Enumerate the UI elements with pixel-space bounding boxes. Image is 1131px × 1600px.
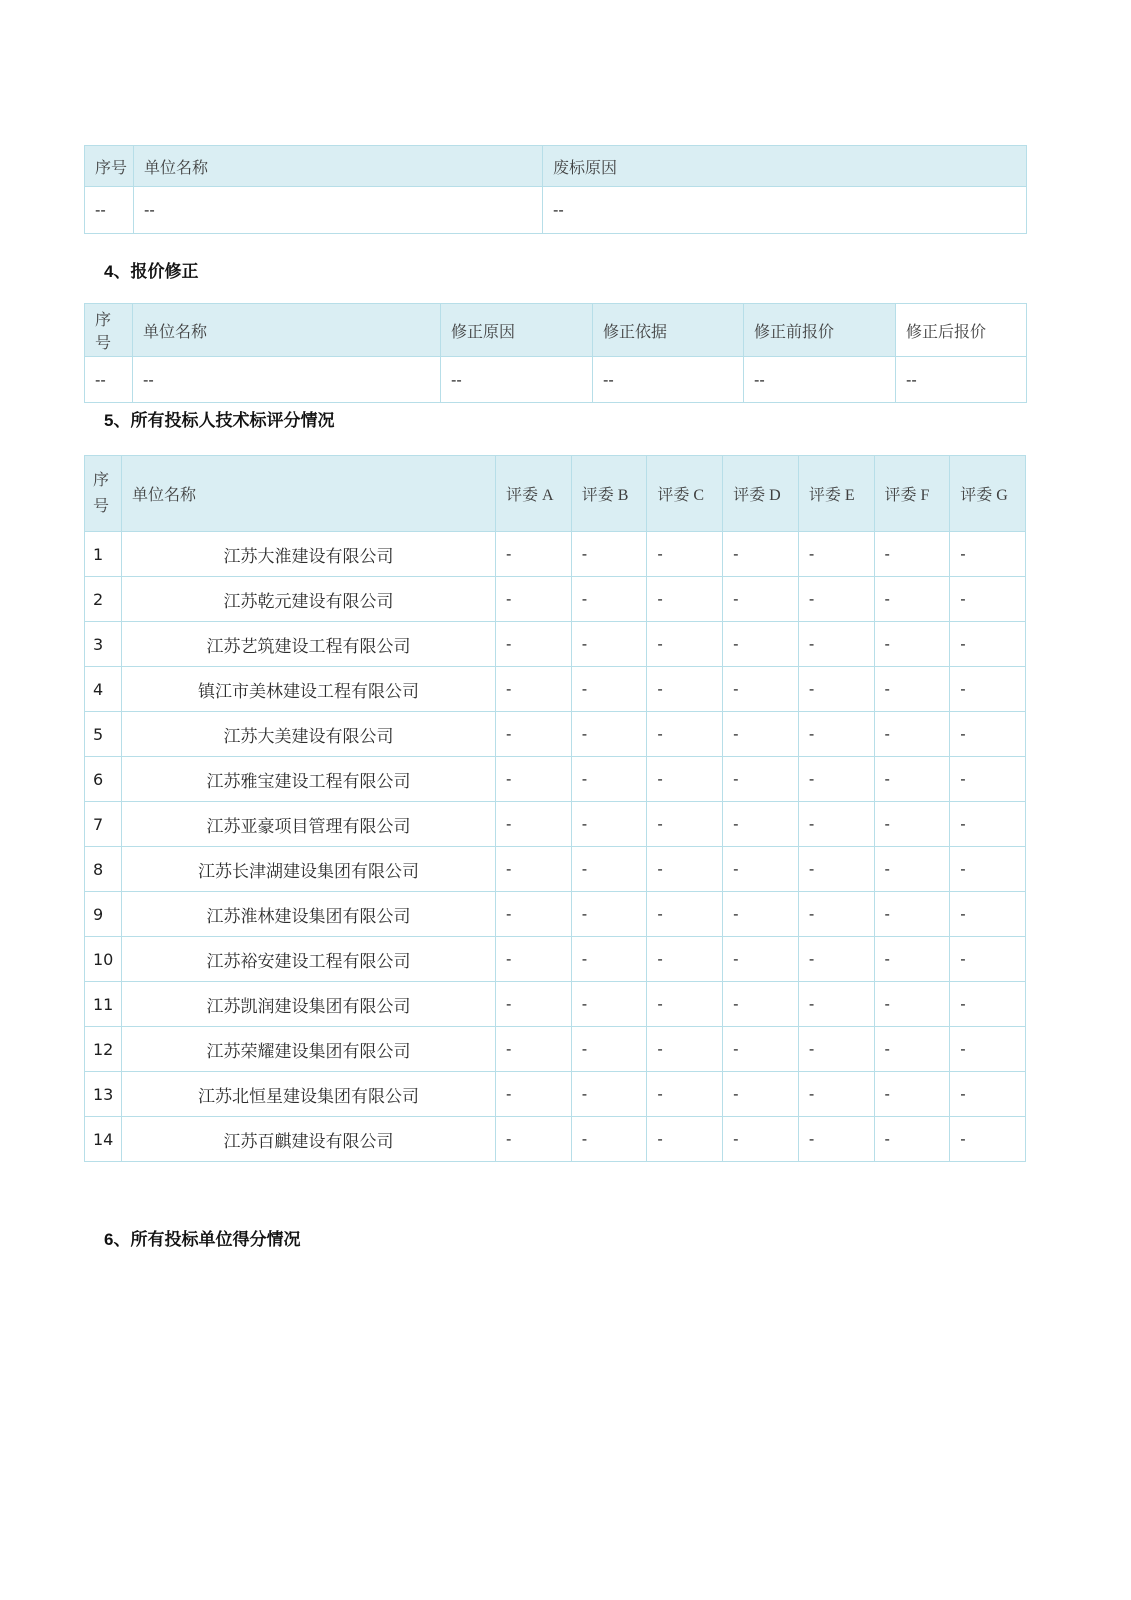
score-cell: - bbox=[798, 1117, 874, 1162]
table-row bbox=[85, 1027, 1026, 1072]
seq-cell: -- bbox=[85, 187, 134, 234]
company-cell: -- bbox=[134, 187, 543, 234]
table-row bbox=[85, 187, 1027, 234]
score-cell: - bbox=[798, 622, 874, 667]
score-cell: - bbox=[874, 1117, 950, 1162]
score-cell: - bbox=[571, 532, 647, 577]
score-cell: - bbox=[496, 892, 572, 937]
company-name-cell: 江苏荣耀建设集团有限公司 bbox=[122, 1027, 496, 1072]
score-cell: - bbox=[723, 802, 799, 847]
score-cell: - bbox=[647, 982, 723, 1027]
score-cell: - bbox=[874, 667, 950, 712]
col-header-price-before: 修正前报价 bbox=[744, 304, 896, 357]
score-cell: - bbox=[571, 802, 647, 847]
company-name-cell: 江苏淮林建设集团有限公司 bbox=[122, 892, 496, 937]
col-header-judge-b: 评委 B bbox=[571, 456, 647, 532]
table-header-row bbox=[85, 146, 1027, 187]
company-name-cell: 江苏乾元建设有限公司 bbox=[122, 577, 496, 622]
score-cell: - bbox=[496, 847, 572, 892]
reason-cell: -- bbox=[543, 187, 1027, 234]
score-cell: - bbox=[571, 757, 647, 802]
col-header-judge-e: 评委 E bbox=[798, 456, 874, 532]
score-cell: - bbox=[950, 622, 1026, 667]
score-cell: - bbox=[496, 802, 572, 847]
company-name-cell: 江苏亚豪项目管理有限公司 bbox=[122, 802, 496, 847]
row-number-cell: 10 bbox=[85, 937, 122, 982]
score-cell: - bbox=[723, 757, 799, 802]
price-before-cell: -- bbox=[744, 357, 896, 403]
score-cell: - bbox=[874, 622, 950, 667]
score-cell: - bbox=[950, 937, 1026, 982]
row-number-cell: 13 bbox=[85, 1072, 122, 1117]
table-row bbox=[85, 1072, 1026, 1117]
col-header-seq: 序号 bbox=[85, 146, 134, 187]
col-header-seq: 序号 bbox=[85, 304, 133, 357]
score-cell: - bbox=[874, 532, 950, 577]
col-header-company: 单位名称 bbox=[122, 456, 496, 532]
table-row bbox=[85, 577, 1026, 622]
row-number-cell: 12 bbox=[85, 1027, 122, 1072]
score-cell: - bbox=[496, 982, 572, 1027]
score-cell: - bbox=[571, 1117, 647, 1162]
table-row bbox=[85, 712, 1026, 757]
score-cell: - bbox=[798, 712, 874, 757]
row-number-cell: 3 bbox=[85, 622, 122, 667]
col-header-seq: 序号 bbox=[85, 456, 122, 532]
score-cell: - bbox=[496, 1117, 572, 1162]
score-cell: - bbox=[723, 937, 799, 982]
score-cell: - bbox=[950, 847, 1026, 892]
company-name-cell: 镇江市美林建设工程有限公司 bbox=[122, 667, 496, 712]
table-row bbox=[85, 847, 1026, 892]
score-cell: - bbox=[496, 1027, 572, 1072]
col-header-reason: 废标原因 bbox=[543, 146, 1027, 187]
score-cell: - bbox=[798, 892, 874, 937]
row-number-cell: 14 bbox=[85, 1117, 122, 1162]
score-cell: - bbox=[798, 802, 874, 847]
company-name-cell: 江苏百麒建设有限公司 bbox=[122, 1117, 496, 1162]
tech-score-table bbox=[84, 455, 1026, 1162]
score-cell: - bbox=[571, 712, 647, 757]
col-header-judge-f: 评委 F bbox=[874, 456, 950, 532]
score-cell: - bbox=[723, 1117, 799, 1162]
score-cell: - bbox=[571, 577, 647, 622]
score-cell: - bbox=[496, 667, 572, 712]
score-cell: - bbox=[874, 847, 950, 892]
score-cell: - bbox=[571, 622, 647, 667]
row-number-cell: 1 bbox=[85, 532, 122, 577]
score-cell: - bbox=[950, 577, 1026, 622]
score-cell: - bbox=[950, 982, 1026, 1027]
table-row bbox=[85, 757, 1026, 802]
company-name-cell: 江苏凯润建设集团有限公司 bbox=[122, 982, 496, 1027]
score-cell: - bbox=[496, 937, 572, 982]
row-number-cell: 7 bbox=[85, 802, 122, 847]
score-cell: - bbox=[647, 757, 723, 802]
score-cell: - bbox=[798, 577, 874, 622]
score-cell: - bbox=[723, 712, 799, 757]
document-page bbox=[84, 0, 1026, 1600]
col-header-judge-a: 评委 A bbox=[496, 456, 572, 532]
score-cell: - bbox=[571, 937, 647, 982]
score-cell: - bbox=[723, 847, 799, 892]
score-cell: - bbox=[571, 1072, 647, 1117]
score-cell: - bbox=[571, 847, 647, 892]
company-cell: -- bbox=[133, 357, 441, 403]
tech-score-table-body bbox=[85, 532, 1026, 1162]
score-cell: - bbox=[647, 1027, 723, 1072]
score-cell: - bbox=[647, 712, 723, 757]
score-cell: - bbox=[723, 892, 799, 937]
row-number-cell: 11 bbox=[85, 982, 122, 1027]
score-cell: - bbox=[647, 532, 723, 577]
company-name-cell: 江苏艺筑建设工程有限公司 bbox=[122, 622, 496, 667]
score-cell: - bbox=[798, 1072, 874, 1117]
score-cell: - bbox=[798, 937, 874, 982]
score-cell: - bbox=[874, 577, 950, 622]
score-cell: - bbox=[874, 712, 950, 757]
table-header-row bbox=[85, 456, 1026, 532]
score-cell: - bbox=[950, 892, 1026, 937]
score-cell: - bbox=[798, 667, 874, 712]
price-after-cell: -- bbox=[896, 357, 1027, 403]
score-cell: - bbox=[496, 1072, 572, 1117]
score-cell: - bbox=[647, 667, 723, 712]
col-header-judge-g: 评委 G bbox=[950, 456, 1026, 532]
company-name-cell: 江苏大淮建设有限公司 bbox=[122, 532, 496, 577]
col-header-price-after: 修正后报价 bbox=[896, 304, 1027, 357]
table-row bbox=[85, 532, 1026, 577]
section-5-heading: 5、所有投标人技术标评分情况 bbox=[104, 411, 335, 430]
score-cell: - bbox=[647, 847, 723, 892]
table-row bbox=[85, 667, 1026, 712]
score-cell: - bbox=[723, 622, 799, 667]
score-cell: - bbox=[950, 802, 1026, 847]
reason-cell: -- bbox=[441, 357, 593, 403]
score-cell: - bbox=[950, 757, 1026, 802]
table-row bbox=[85, 1117, 1026, 1162]
col-header-company: 单位名称 bbox=[134, 146, 543, 187]
score-cell: - bbox=[647, 1072, 723, 1117]
score-cell: - bbox=[798, 847, 874, 892]
invalid-bid-table bbox=[84, 145, 1027, 234]
col-header-basis: 修正依据 bbox=[593, 304, 744, 357]
score-cell: - bbox=[496, 757, 572, 802]
score-cell: - bbox=[874, 1072, 950, 1117]
score-cell: - bbox=[950, 1072, 1026, 1117]
table-row bbox=[85, 622, 1026, 667]
row-number-cell: 2 bbox=[85, 577, 122, 622]
company-name-cell: 江苏雅宝建设工程有限公司 bbox=[122, 757, 496, 802]
col-header-company: 单位名称 bbox=[133, 304, 441, 357]
col-header-reason: 修正原因 bbox=[441, 304, 593, 357]
score-cell: - bbox=[723, 1072, 799, 1117]
price-correction-table bbox=[84, 303, 1027, 403]
seq-cell: -- bbox=[85, 357, 133, 403]
score-cell: - bbox=[647, 577, 723, 622]
score-cell: - bbox=[647, 937, 723, 982]
score-cell: - bbox=[874, 757, 950, 802]
score-cell: - bbox=[874, 892, 950, 937]
col-header-judge-c: 评委 C bbox=[647, 456, 723, 532]
row-number-cell: 8 bbox=[85, 847, 122, 892]
table-row bbox=[85, 937, 1026, 982]
score-cell: - bbox=[798, 532, 874, 577]
score-cell: - bbox=[798, 757, 874, 802]
score-cell: - bbox=[571, 982, 647, 1027]
section-6-heading: 6、所有投标单位得分情况 bbox=[104, 1230, 301, 1249]
row-number-cell: 9 bbox=[85, 892, 122, 937]
company-name-cell: 江苏长津湖建设集团有限公司 bbox=[122, 847, 496, 892]
score-cell: - bbox=[950, 667, 1026, 712]
score-cell: - bbox=[874, 802, 950, 847]
score-cell: - bbox=[496, 622, 572, 667]
table-row bbox=[85, 357, 1027, 403]
score-cell: - bbox=[571, 1027, 647, 1072]
score-cell: - bbox=[950, 1027, 1026, 1072]
table-row bbox=[85, 982, 1026, 1027]
score-cell: - bbox=[571, 667, 647, 712]
score-cell: - bbox=[647, 622, 723, 667]
score-cell: - bbox=[496, 532, 572, 577]
table-header-row bbox=[85, 304, 1027, 357]
score-cell: - bbox=[950, 532, 1026, 577]
score-cell: - bbox=[571, 892, 647, 937]
score-cell: - bbox=[723, 532, 799, 577]
score-cell: - bbox=[798, 1027, 874, 1072]
score-cell: - bbox=[647, 1117, 723, 1162]
score-cell: - bbox=[950, 712, 1026, 757]
score-cell: - bbox=[647, 802, 723, 847]
col-header-judge-d: 评委 D bbox=[723, 456, 799, 532]
table-row bbox=[85, 892, 1026, 937]
company-name-cell: 江苏大美建设有限公司 bbox=[122, 712, 496, 757]
basis-cell: -- bbox=[593, 357, 744, 403]
table-row bbox=[85, 802, 1026, 847]
score-cell: - bbox=[496, 577, 572, 622]
row-number-cell: 5 bbox=[85, 712, 122, 757]
score-cell: - bbox=[950, 1117, 1026, 1162]
score-cell: - bbox=[723, 982, 799, 1027]
score-cell: - bbox=[723, 667, 799, 712]
score-cell: - bbox=[496, 712, 572, 757]
score-cell: - bbox=[874, 1027, 950, 1072]
score-cell: - bbox=[723, 1027, 799, 1072]
score-cell: - bbox=[874, 937, 950, 982]
company-name-cell: 江苏裕安建设工程有限公司 bbox=[122, 937, 496, 982]
section-4-heading: 4、报价修正 bbox=[104, 262, 199, 281]
row-number-cell: 4 bbox=[85, 667, 122, 712]
score-cell: - bbox=[647, 892, 723, 937]
score-cell: - bbox=[874, 982, 950, 1027]
score-cell: - bbox=[798, 982, 874, 1027]
score-cell: - bbox=[723, 577, 799, 622]
company-name-cell: 江苏北恒星建设集团有限公司 bbox=[122, 1072, 496, 1117]
row-number-cell: 6 bbox=[85, 757, 122, 802]
